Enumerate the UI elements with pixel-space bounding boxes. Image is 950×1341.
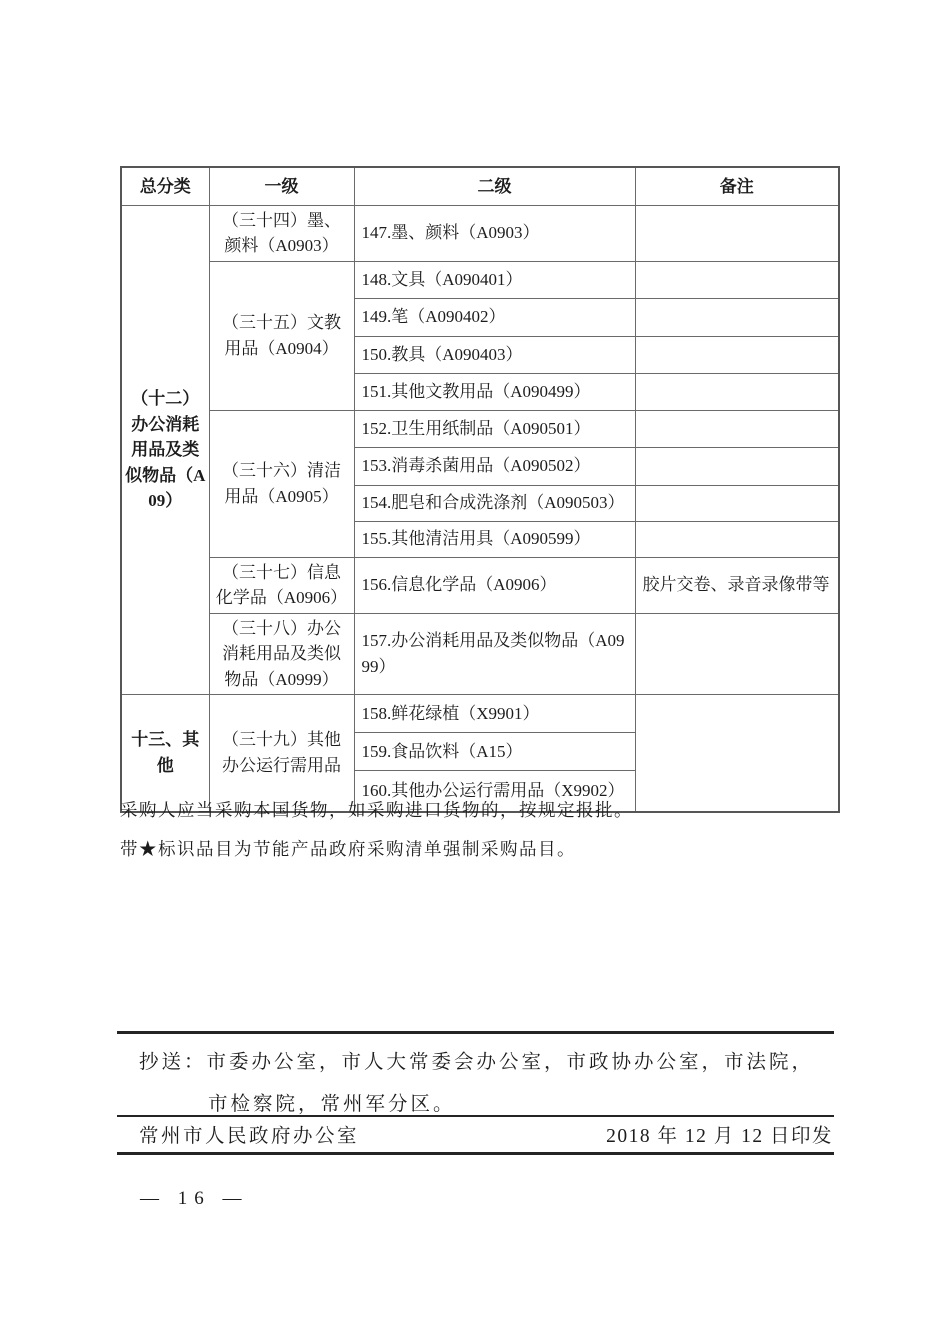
remark-cell-148 xyxy=(635,261,839,298)
cc-recipients-1: 市委办公室，市人大常委会办公室，市政协办公室，市法院， xyxy=(206,1052,815,1073)
remark-cell-158-160 xyxy=(635,695,839,812)
level2-cell-152: 152.卫生用纸制品（A090501） xyxy=(354,410,635,447)
table-row xyxy=(121,410,839,447)
print-date: 2018 年 12 月 12 日印发 xyxy=(606,1126,833,1147)
page-number: — 16 — xyxy=(140,1188,249,1209)
remark-cell-149 xyxy=(635,298,839,336)
header-category: 总分类 xyxy=(121,167,209,205)
note-star-items: 带★标识品目为节能产品政府采购清单强制采购品目。 xyxy=(120,839,576,859)
level1-cell-39: （三十九）其他办公运行需用品 xyxy=(209,695,354,812)
remark-cell-151 xyxy=(635,373,839,410)
level2-cell-157: 157.办公消耗用品及类似物品（A0999） xyxy=(354,613,635,695)
remark-cell-152 xyxy=(635,410,839,447)
level2-cell-156: 156.信息化学品（A0906） xyxy=(354,557,635,613)
table-row xyxy=(121,613,839,695)
footer-rule-bottom xyxy=(117,1152,834,1155)
level1-cell-34: （三十四）墨、颜料（A0903） xyxy=(209,205,354,261)
level2-cell-160: 160.其他办公运行需用品（X9902） xyxy=(354,771,635,812)
level2-cell-159: 159.食品饮料（A15） xyxy=(354,733,635,771)
header-remark: 备注 xyxy=(635,167,839,205)
table-header-row xyxy=(121,167,839,205)
cc-block xyxy=(139,1042,839,1126)
level2-cell-148: 148.文具（A090401） xyxy=(354,261,635,298)
level2-cell-155: 155.其他清洁用具（A090599） xyxy=(354,521,635,557)
remark-cell-153 xyxy=(635,447,839,485)
issuer-name: 常州市人民政府办公室 xyxy=(139,1126,360,1147)
footer-rule-top xyxy=(117,1031,834,1034)
level1-cell-36: （三十六）清洁用品（A0905） xyxy=(209,410,354,557)
category-cell-a09: （十二）办公消耗用品及类似物品（A09） xyxy=(121,205,209,695)
level1-cell-35: （三十五）文教用品（A0904） xyxy=(209,261,354,410)
level1-cell-37: （三十七）信息化学品（A0906） xyxy=(209,557,354,613)
note-domestic-goods: 采购人应当采购本国货物，如采购进口货物的，按规定报批。 xyxy=(120,800,633,820)
category-cell-other: 十三、其他 xyxy=(121,695,209,812)
level2-cell-149: 149.笔（A090402） xyxy=(354,298,635,336)
procurement-catalog-table xyxy=(120,166,840,813)
cc-line-2 xyxy=(139,1084,839,1126)
header-level2: 二级 xyxy=(354,167,635,205)
level2-cell-151: 151.其他文教用品（A090499） xyxy=(354,373,635,410)
remark-cell-157 xyxy=(635,613,839,695)
remark-cell-150 xyxy=(635,336,839,373)
remark-cell-156: 胶片交卷、录音录像带等 xyxy=(635,557,839,613)
remark-cell-147 xyxy=(635,205,839,261)
table-row xyxy=(121,261,839,298)
header-level1: 一级 xyxy=(209,167,354,205)
remark-cell-155 xyxy=(635,521,839,557)
table-row xyxy=(121,695,839,733)
remark-cell-154 xyxy=(635,485,839,521)
table-row xyxy=(121,557,839,613)
cc-label: 抄送： xyxy=(139,1052,207,1073)
level2-cell-153: 153.消毒杀菌用品（A090502） xyxy=(354,447,635,485)
level2-cell-158: 158.鲜花绿植（X9901） xyxy=(354,695,635,733)
level1-cell-38: （三十八）办公消耗用品及类似物品（A0999） xyxy=(209,613,354,695)
level2-cell-150: 150.教具（A090403） xyxy=(354,336,635,373)
cc-recipients-2: 市检察院，常州军分区。 xyxy=(208,1094,456,1115)
level2-cell-154: 154.肥皂和合成洗涤剂（A090503） xyxy=(354,485,635,521)
footer-rule-middle xyxy=(117,1115,834,1117)
level2-cell-147: 147.墨、颜料（A0903） xyxy=(354,205,635,261)
table-row xyxy=(121,205,839,261)
issuer-row xyxy=(139,1122,833,1152)
cc-line-1 xyxy=(139,1042,839,1084)
